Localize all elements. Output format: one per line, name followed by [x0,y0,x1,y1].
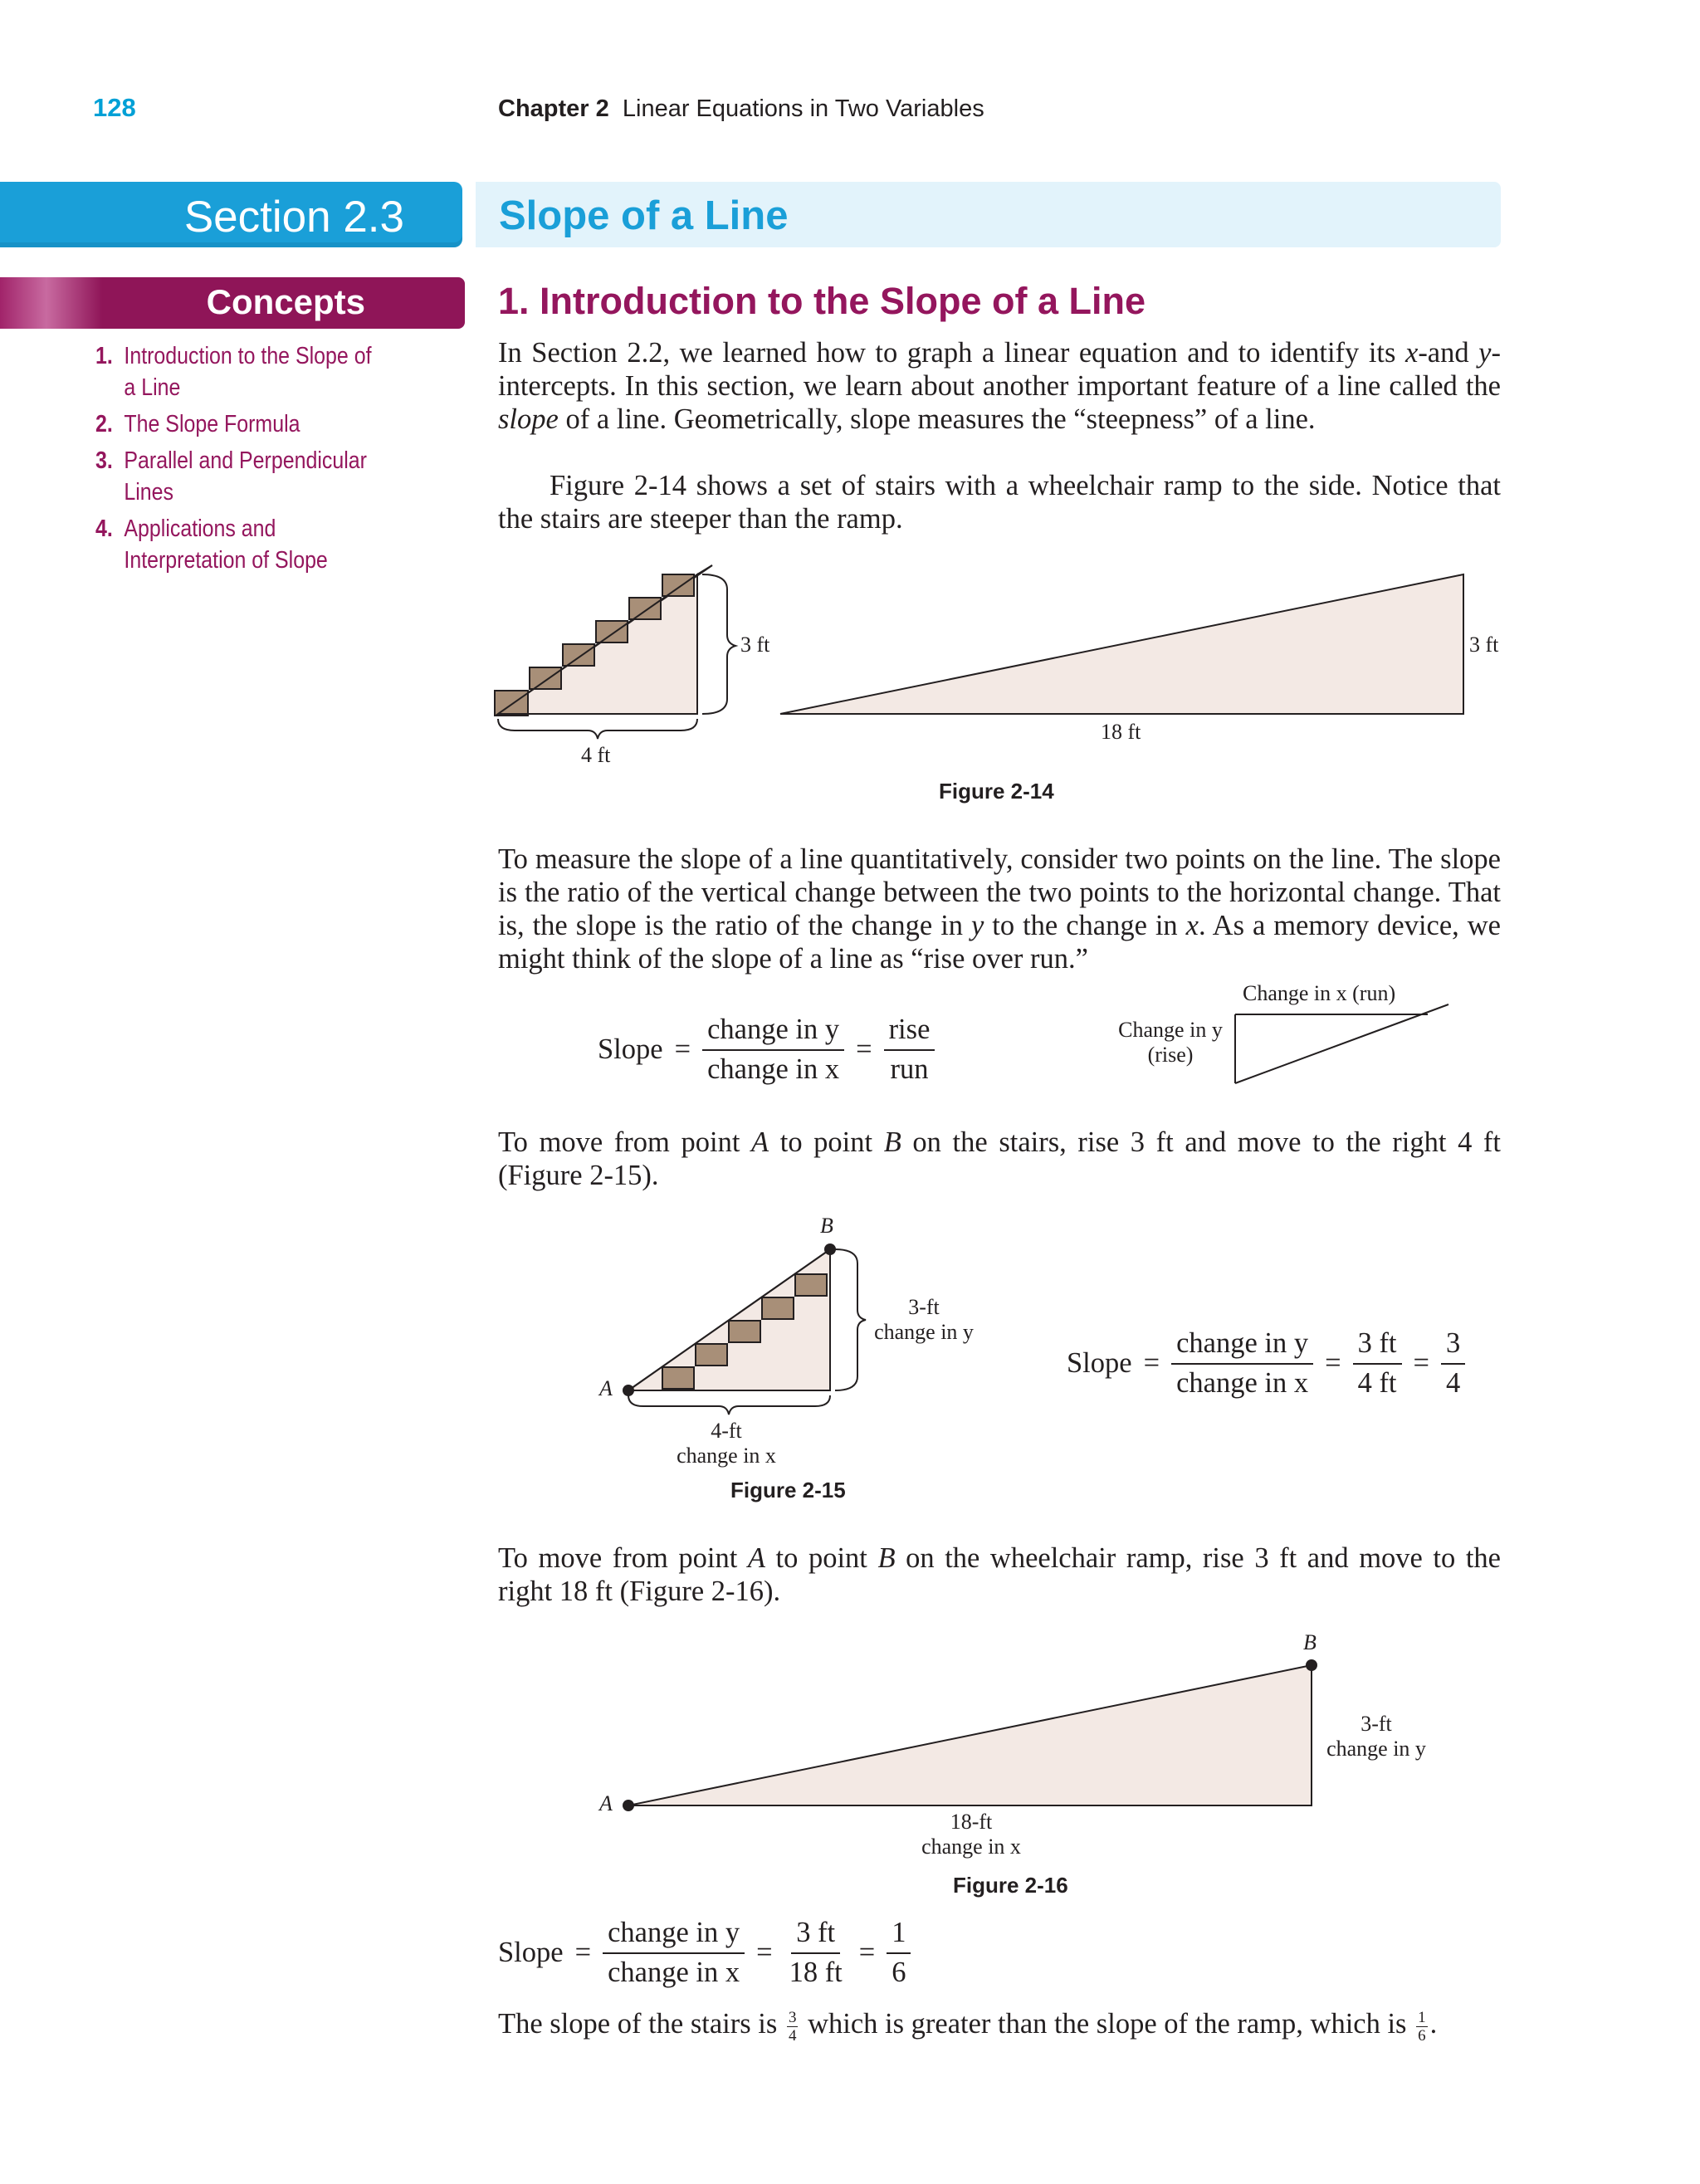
chapter-label: Chapter 2 [498,95,609,122]
section-title: Slope of a Line [499,193,789,238]
fraction-denominator: run [890,1053,929,1085]
ramp-length-label: 18 ft [1101,720,1141,744]
stairs-slope-equation: Slope = $\frac{\text{change in y}}{\text{change in x}}$ = $\frac{3 ft}{4 ft}$ = $\frac{3}{4}$ [1067,1328,1465,1400]
figure-2-15-caption: Figure 2-15 [730,1478,846,1502]
page-number: 128 [93,93,136,122]
run-change-label: 18-ft change in x [921,1810,1021,1859]
rise-label: Change in y (rise) [1118,1018,1223,1067]
concept-text: Introduction to the Slope of a Line [124,343,372,401]
fraction-denominator: change in x [707,1053,840,1085]
paragraph-ramp-move: To move from point A to point B on the wheelchair ramp, rise 3 ft and move to the right 18 ft (Figure 2-16). [498,1542,1501,1607]
ramp-height-label: 3 ft [1469,633,1499,657]
concept-text: Applications and Interpretation of Slope [124,515,328,574]
ramp-slope-equation: Slope = $\frac{\text{change in y}}{\text{change in x}}$ = $\frac{3 ft}{18 ft}$ = $\frac{1}{6}$ [498,1918,911,1989]
slope-word: Slope [598,1033,663,1066]
stairs-height-label: 3 ft [740,633,770,657]
point-a-label: A [599,1376,613,1400]
point-a-label: A [599,1791,613,1815]
point-b-label: B [1303,1630,1317,1654]
concept-number: 4. [95,515,113,542]
concept-text: Parallel and Perpendicular Lines [124,447,367,506]
point-b-label: B [820,1214,833,1238]
concept-number: 2. [95,411,113,437]
paragraph-conclusion: The slope of the stairs is $\frac{3}{4}$ which is greater than the slope of the ramp, which is $\frac{1}{6}$ . [498,2008,1438,2045]
concept-number: 1. [95,343,113,369]
rise-change-label: 3-ft change in y [1326,1712,1426,1761]
fraction-numerator: change in y [702,1014,844,1051]
paragraph-stairs-move: To move from point A to point B on the stairs, rise 3 ft and move to the right 4 ft (Figure 2-15). [498,1126,1502,1191]
subsection-heading: 1. Introduction to the Slope of a Line [498,280,1146,322]
chapter-title: Linear Equations in Two Variables [622,95,984,122]
run-label: Change in x (run) [1243,981,1396,1005]
figure-2-14-caption: Figure 2-14 [939,779,1054,804]
figure-2-16-caption: Figure 2-16 [953,1873,1068,1898]
paragraph-figure-ref: Figure 2-14 shows a set of stairs with a wheelchair ramp to the side. Notice that the stairs are steeper than the ramp. [498,470,1501,535]
paragraph-intro: In Section 2.2, we learned how to graph a linear equation and to identify its x-and y-intercepts. In this section, we learn about another important feature of a line called the slope of a line. Geometrically, slope measures the “steepness” of a line. [498,337,1501,435]
run-change-label: 4-ft change in x [677,1419,776,1468]
rise-change-label: 3-ft change in y [874,1295,974,1344]
section-label: Section 2.3 [183,193,404,242]
concept-number: 3. [95,447,113,474]
paragraph-rise-over-run: To measure the slope of a line quantitatively, consider two points on the line. The slope is the ratio of the vertical change between the two points to the horizontal change. That is, the slope is the ratio of the change in y to the change in x. As a memory device, we might think of the slope of a line as “rise over run.” [498,843,1501,975]
concepts-label: Concepts [206,282,365,321]
concept-text: The Slope Formula [124,411,300,437]
rise-run-equation: Slope = $\frac{\text{change in y}}{\text{change in x}}$ = $\frac{\text{rise}}{\text{run}}$ [598,1014,935,1086]
fraction-numerator: rise [884,1014,935,1051]
stairs-width-label: 4 ft [581,743,611,767]
